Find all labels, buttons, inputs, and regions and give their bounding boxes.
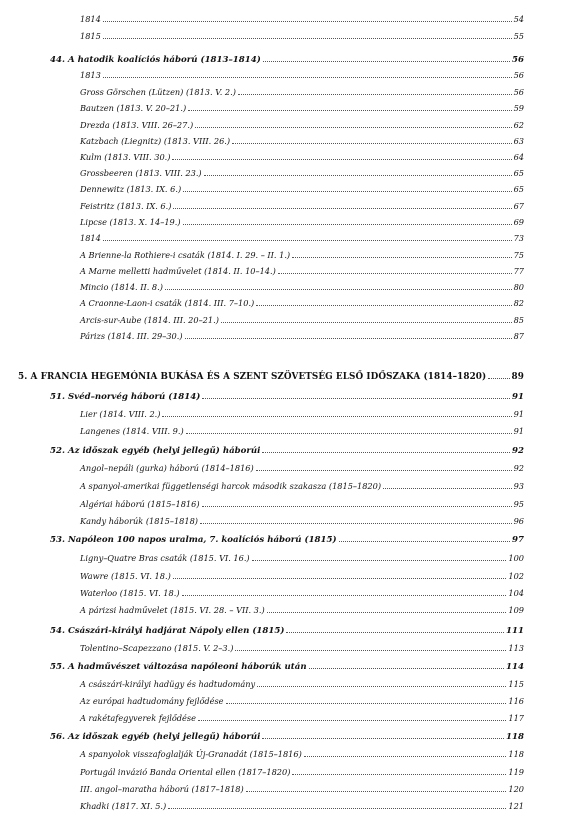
dot-leader (195, 120, 511, 128)
toc-entry (80, 201, 524, 212)
toc-entry (80, 298, 524, 309)
dot-leader (263, 54, 510, 62)
toc-entry (80, 315, 524, 326)
toc-page-number: 115 (508, 679, 524, 689)
toc-title: A spanyolok visszafoglalják Új-Granadát (1815–1816) (80, 749, 302, 759)
toc-page-number: 73 (513, 233, 524, 243)
toc-title: 51. Svéd–norvég háború (1814) (50, 392, 201, 402)
toc-page-number: 100 (508, 553, 524, 563)
dot-leader (202, 499, 512, 507)
dot-leader (238, 87, 512, 95)
toc-entry (80, 409, 524, 420)
toc-entry (80, 784, 524, 795)
toc-page-number: 75 (513, 250, 524, 260)
dot-leader (286, 625, 504, 633)
toc-page-number: 80 (513, 282, 524, 292)
toc-entry (80, 801, 524, 812)
dot-leader (262, 445, 510, 453)
toc-entry (80, 282, 524, 293)
toc-title: Waterloo (1815. VI. 18.) (80, 588, 180, 598)
dot-leader (182, 588, 507, 596)
toc-section (50, 391, 524, 402)
toc-title: III. angol–maratha háború (1817–1818) (80, 784, 244, 794)
dot-leader (186, 426, 512, 434)
toc-entry (80, 516, 524, 527)
toc-entry (80, 643, 524, 654)
toc-title: 1814 (80, 14, 101, 24)
toc-title: Langenes (1814. VIII. 9.) (80, 426, 184, 436)
toc-page-number: 85 (513, 315, 524, 325)
toc-title: A Craonne-Laon-i csaták (1814. III. 7–10.) (80, 298, 255, 308)
toc-title: Wawre (1815. VI. 18.) (80, 571, 171, 581)
toc-title: Dennewitz (1813. IX. 6.) (80, 184, 182, 194)
toc-page-number: 91 (513, 409, 524, 419)
dot-leader (165, 282, 512, 290)
toc-page-number: 92 (513, 463, 524, 473)
dot-leader (262, 731, 504, 739)
toc-entry (80, 250, 524, 261)
toc-title: Feistritz (1813. IX. 6.) (80, 201, 172, 211)
dot-leader (103, 31, 512, 39)
dot-leader (252, 553, 507, 561)
toc-title: 55. A hadművészet változása napóleoni háborúk után (50, 662, 307, 672)
toc-section (50, 731, 524, 742)
toc-page-number: 92 (512, 446, 524, 456)
toc-entry (80, 588, 524, 599)
toc-page-number: 89 (511, 372, 524, 382)
toc-page-number: 93 (513, 481, 524, 491)
dot-leader (221, 315, 512, 323)
toc-title: Lipcse (1813. X. 14–19.) (80, 217, 181, 227)
toc-title: 56. Az időszak egyéb (helyi jellegű) háborúi (50, 732, 261, 742)
dot-leader (103, 233, 512, 241)
toc-page-number: 82 (513, 298, 524, 308)
toc-page-number: 116 (508, 696, 524, 706)
toc-entry (80, 14, 524, 25)
toc-page-number: 54 (513, 14, 524, 24)
toc-entry (80, 426, 524, 437)
toc-title: A rakétafegyverek fejlődése (80, 713, 196, 723)
toc-section (50, 625, 524, 636)
dot-leader (309, 661, 504, 669)
toc-title: 52. Az időszak egyéb (helyi jellegű) háborúi (50, 446, 261, 456)
toc-section (50, 445, 524, 456)
toc-entry (80, 481, 524, 492)
toc-page-number: 67 (513, 201, 524, 211)
dot-leader (226, 696, 507, 704)
toc-page-number: 77 (513, 266, 524, 276)
dot-leader (235, 643, 506, 651)
toc-chapter (18, 371, 524, 382)
toc-title: 1815 (80, 31, 101, 41)
toc-page-number: 97 (512, 535, 524, 545)
toc-entry (80, 103, 524, 114)
toc-entry (80, 184, 524, 195)
dot-leader (256, 463, 512, 471)
toc-entry (80, 233, 524, 244)
toc-title: 53. Napóleon 100 napos uralma, 7. koalíciós háború (1815) (50, 535, 337, 545)
toc-page-number: 120 (508, 784, 524, 794)
dot-leader (168, 801, 506, 809)
dot-leader (383, 481, 512, 489)
toc-page-number: 69 (513, 217, 524, 227)
dot-leader (278, 266, 512, 274)
toc-title: 1814 (80, 233, 101, 243)
toc-entry (80, 499, 524, 510)
toc-page-number: 96 (513, 516, 524, 526)
toc-page-number: 119 (508, 767, 524, 777)
toc-title: A spanyol-amerikai függetlenségi harcok második szakasza (1815–1820) (80, 481, 382, 491)
toc-title: Kulm (1813. VIII. 30.) (80, 152, 171, 162)
toc-title: Párizs (1814. III. 29–30.) (80, 331, 183, 341)
dot-leader (188, 103, 511, 111)
toc-title: Portugál invázió Banda Oriental ellen (1817–1820) (80, 767, 291, 777)
toc-title: Angol–nepáli (gurka) háború (1814–1816) (80, 463, 254, 473)
toc-section (50, 661, 524, 672)
toc-title: 1813 (80, 70, 101, 80)
dot-leader (103, 70, 512, 78)
toc-entry (80, 571, 524, 582)
toc-page-number: 102 (508, 571, 524, 581)
toc-page-number: 117 (508, 713, 524, 723)
toc-entry (80, 120, 524, 131)
toc-section (50, 534, 524, 545)
toc-entry (80, 749, 524, 760)
toc-page-number: 56 (513, 70, 524, 80)
toc-page-number: 56 (512, 55, 524, 65)
toc-page-number: 64 (513, 152, 524, 162)
dot-leader (173, 571, 507, 579)
toc-page-number: 87 (513, 331, 524, 341)
toc-page-number: 59 (513, 103, 524, 113)
toc-entry (80, 679, 524, 690)
toc-entry (80, 168, 524, 179)
dot-leader (173, 201, 511, 209)
dot-leader (204, 168, 512, 176)
toc-title: Arcis-sur-Aube (1814. III. 20–21.) (80, 315, 219, 325)
toc-entry (80, 136, 524, 147)
toc-page-number: 91 (513, 426, 524, 436)
toc-title: Grossbeeren (1813. VIII. 23.) (80, 168, 202, 178)
dot-leader (183, 184, 511, 192)
toc-page-number: 63 (513, 136, 524, 146)
dot-leader (103, 14, 512, 22)
toc-page-number: 65 (513, 168, 524, 178)
toc-title: 54. Császári-királyi hadjárat Nápoly ellen (1815) (50, 626, 285, 636)
dot-leader (246, 784, 507, 792)
toc-entry (80, 266, 524, 277)
toc-page-number: 104 (508, 588, 524, 598)
toc-title: Bautzen (1813. V. 20–21.) (80, 103, 187, 113)
toc-entry (80, 463, 524, 474)
dot-leader (304, 749, 507, 757)
toc-title: Khadki (1817. XI. 5.) (80, 801, 167, 811)
dot-leader (198, 713, 506, 721)
toc-title: Ligny–Quatre Bras csaták (1815. VI. 16.) (80, 553, 250, 563)
toc-title: A Brienne-la Rothiere-i csaták (1814. I. 29. – II. 1.) (80, 250, 291, 260)
toc-title: Kandy háborúk (1815–1818) (80, 516, 198, 526)
toc-page-number: 111 (506, 626, 524, 636)
toc-title: Mincio (1814. II. 8.) (80, 282, 163, 292)
toc-title: A császári-királyi hadügy és hadtudomány (80, 679, 256, 689)
dot-leader (267, 605, 507, 613)
dot-leader (162, 409, 511, 417)
toc-page-number: 62 (513, 120, 524, 130)
toc-page-number: 91 (512, 392, 524, 402)
toc-title: Az európai hadtudomány fejlődése (80, 696, 224, 706)
toc-title: Algériai háború (1815–1816) (80, 499, 200, 509)
toc-entry (80, 553, 524, 564)
dot-leader (172, 152, 511, 160)
toc-title: Tolentino–Scapezzano (1815. V. 2–3.) (80, 643, 234, 653)
toc-page-number: 121 (508, 801, 524, 811)
toc-page-number: 56 (513, 87, 524, 97)
dot-leader (257, 679, 506, 687)
toc-title: Katzbach (Liegnitz) (1813. VIII. 26.) (80, 136, 231, 146)
dot-leader (488, 371, 509, 379)
toc-title: A Marne melletti hadművelet (1814. II. 10–14.) (80, 266, 276, 276)
toc-section (50, 54, 524, 65)
dot-leader (292, 767, 506, 775)
toc-entry (80, 696, 524, 707)
toc-page-number: 118 (508, 749, 524, 759)
dot-leader (185, 331, 512, 339)
dot-leader (232, 136, 511, 144)
toc-entry (80, 31, 524, 42)
toc-title: A párizsi hadművelet (1815. VI. 28. – VII. 3.) (80, 605, 265, 615)
toc-title: 5. A FRANCIA HEGEMÓNIA BUKÁSA ÉS A SZENT SZÖVETSÉG ELSŐ IDŐSZAKA (1814–1820) (18, 372, 487, 382)
toc-entry (80, 713, 524, 724)
dot-leader (256, 298, 511, 306)
toc-entry (80, 152, 524, 163)
toc-title: Lier (1814. VIII. 2.) (80, 409, 161, 419)
dot-leader (183, 217, 512, 225)
toc-title: Gross Görschen (Lützen) (1813. V. 2.) (80, 87, 236, 97)
toc-page-number: 109 (508, 605, 524, 615)
toc-entry (80, 70, 524, 81)
toc-page-number: 95 (513, 499, 524, 509)
toc-page-number: 114 (506, 662, 524, 672)
toc-entry (80, 605, 524, 616)
toc-title: 44. A hatodik koalíciós háború (1813–1814) (50, 55, 261, 65)
toc-page-number: 65 (513, 184, 524, 194)
toc-entry (80, 217, 524, 228)
dot-leader (200, 516, 512, 524)
dot-leader (202, 391, 510, 399)
toc-page-number: 118 (506, 732, 524, 742)
dot-leader (292, 250, 511, 258)
toc-entry (80, 767, 524, 778)
toc-page-number: 113 (508, 643, 524, 653)
toc-entry (80, 87, 524, 98)
toc-entry (80, 331, 524, 342)
toc-page-number: 55 (513, 31, 524, 41)
dot-leader (339, 534, 510, 542)
toc-title: Drezda (1813. VIII. 26–27.) (80, 120, 194, 130)
